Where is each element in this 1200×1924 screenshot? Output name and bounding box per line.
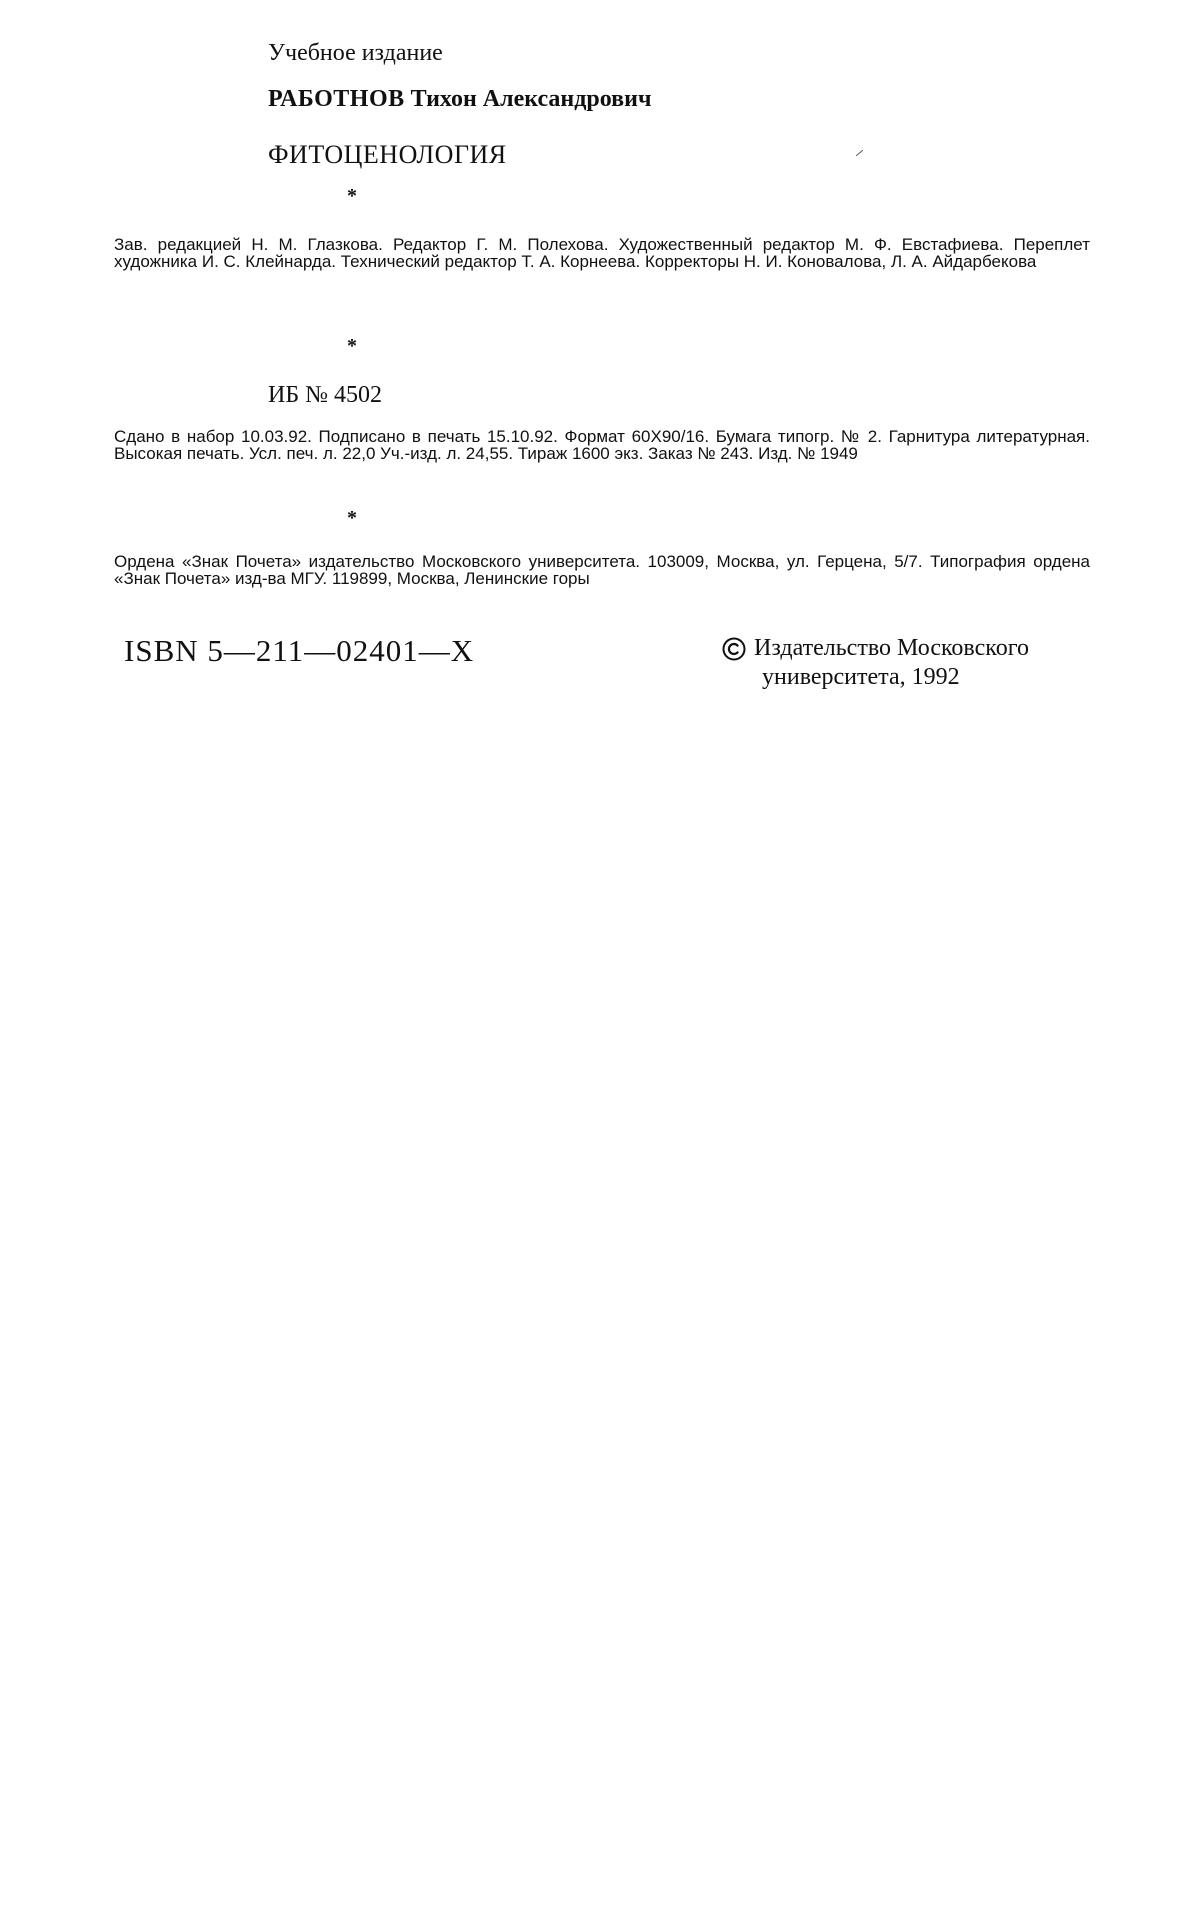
separator-star: * bbox=[347, 507, 357, 529]
ib-number: ИБ № 4502 bbox=[268, 382, 383, 408]
stray-mark bbox=[856, 150, 863, 156]
separator-star: * bbox=[347, 335, 357, 357]
author-surname: РАБОТНОВ bbox=[268, 86, 405, 112]
author-name bbox=[268, 86, 651, 113]
edition-type: Учебное издание bbox=[268, 40, 443, 66]
copyright-holder: Издательство Московского bbox=[754, 635, 1029, 661]
isbn: ISBN 5—211—02401—X bbox=[124, 633, 475, 668]
staff-credits: Зав. редакцией Н. М. Глазкова. Редактор Г. М. Полехова. Художественный редактор М. Ф. Евстафиева. Переплет художника И. С. Клейнарда. Технический редактор Т. А. Корнеева. Корректоры Н. И. Коновалова, Л. А. Айдарбекова bbox=[114, 235, 1090, 271]
separator-star: * bbox=[347, 185, 357, 207]
copyright-icon bbox=[722, 637, 746, 661]
copyright-year: университета, 1992 bbox=[762, 664, 960, 690]
print-details: Сдано в набор 10.03.92. Подписано в печать 15.10.92. Формат 60Х90/16. Бумага типогр. № 2. Гарнитура литературная. Высокая печать. Усл. печ. л. 22,0 Уч.-изд. л. 24,55. Тираж 1600 экз. Заказ № 243. Изд. № 1949 bbox=[114, 427, 1090, 463]
book-title: ФИТОЦЕНОЛОГИЯ bbox=[268, 140, 507, 169]
publisher-info: Ордена «Знак Почета» издательство Московского университета. 103009, Москва, ул. Герцена, 5/7. Типография ордена «Знак Почета» изд-ва МГУ. 119899, Москва, Ленинские горы bbox=[114, 552, 1090, 588]
author-given-names: Тихон Александрович bbox=[410, 86, 652, 112]
copyright-first-line bbox=[722, 634, 1029, 663]
copyright-notice bbox=[722, 634, 1029, 692]
